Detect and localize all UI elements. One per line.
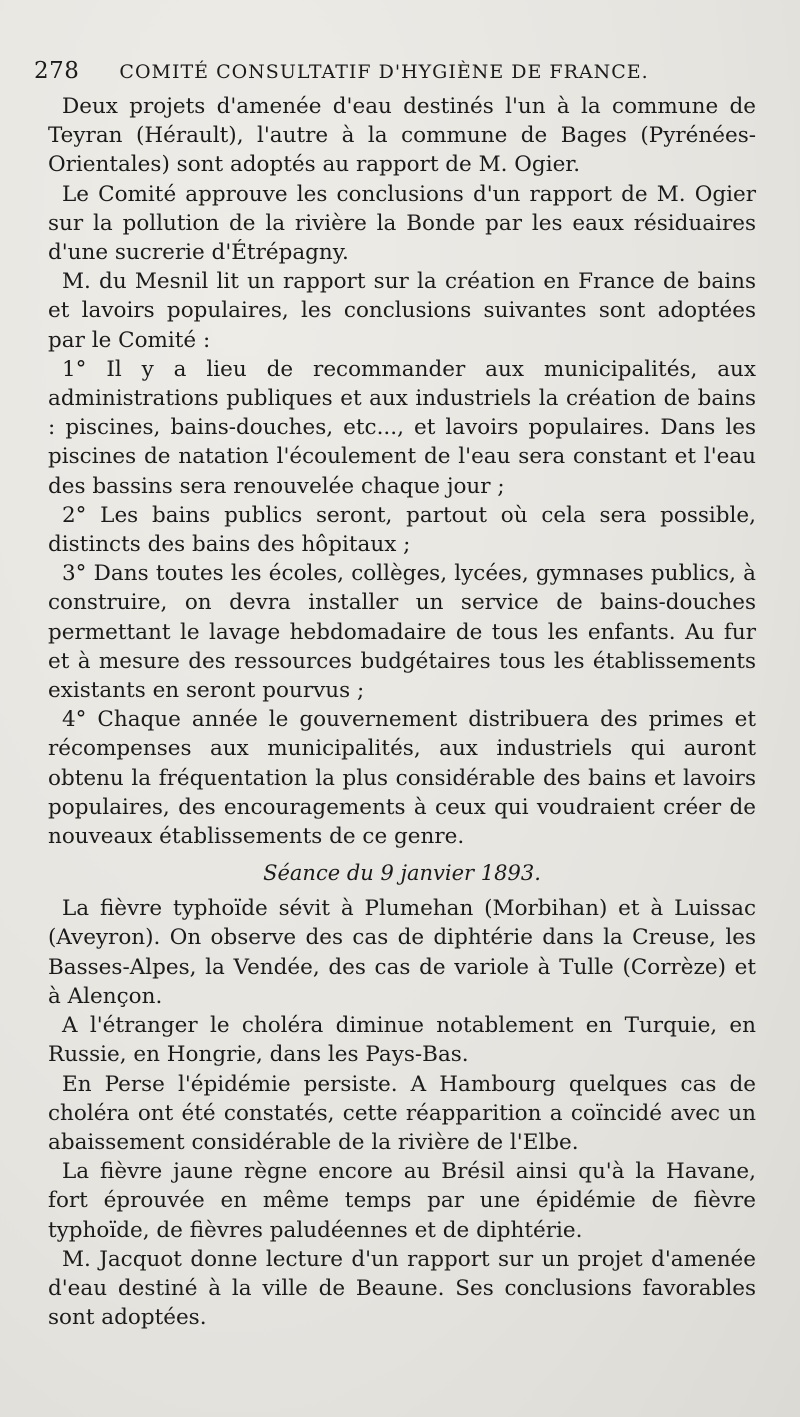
paragraph-typhoid: La fièvre typhoïde sévit à Plumehan (Morbihan) et à Luissac (Aveyron). On observe des cas de diphtérie dans la Creuse, les Basses-Alpes, la Vendée, des cas de variole à Tulle (Corrèze) et à Alençon. — [48, 896, 756, 1009]
conclusion-item-4: 4° Chaque année le gouvernement distribuera des primes et récompenses aux municipalités, aux industriels qui auront obtenu la fréquentation la plus considérable des bains et lavoirs populaires, des encouragements à ceux qui voudraient créer de nouveaux établissements de ce genre. — [48, 707, 756, 850]
paragraph-persia-hamburg: En Perse l'épidémie persiste. A Hambourg quelques cas de choléra ont été constatés, cette réapparition a coïncidé avec un abaissement considérable de la rivière de l'Elbe. — [48, 1071, 756, 1155]
running-head — [34, 58, 756, 84]
running-title: COMITÉ CONSULTATIF D'HYGIÈNE DE FRANCE. — [119, 61, 649, 83]
conclusion-item-1: 1° Il y a lieu de recommander aux municipalités, aux administrations publiques et aux industriels la création de bains : piscines, bains-douches, etc..., et lavoirs populaires. Dans les piscines de natation l'écoulement de l'eau sera constant et l'eau des bassins sera renouvelée chaque jour ; — [48, 356, 756, 499]
paragraph-baths-report: M. du Mesnil lit un rapport sur la création en France de bains et lavoirs populaires, les conclusions suivantes sont adoptées par le Comité : — [48, 269, 756, 353]
paragraph-yellow-fever: La fièvre jaune règne encore au Brésil ainsi qu'à la Havane, fort éprouvée en même temps par une épidémie de fièvre typhoïde, de fièvres paludéennes et de diphtérie. — [48, 1159, 756, 1243]
conclusion-item-2: 2° Les bains publics seront, partout où cela sera possible, distincts des bains des hôpitaux ; — [48, 502, 756, 558]
paragraph-water-projects: Deux projets d'amenée d'eau destinés l'un à la commune de Teyran (Hérault), l'autre à la commune de Bages (Pyrénées-Orientales) sont adoptés au rapport de M. Ogier. — [48, 94, 756, 178]
paragraph-cholera-abroad: A l'étranger le choléra diminue notablement en Turquie, en Russie, en Hongrie, dans les Pays-Bas. — [48, 1013, 756, 1068]
paragraph-bonde-pollution: Le Comité approuve les conclusions d'un rapport de M. Ogier sur la pollution de la rivière la Bonde par les eaux résiduaires d'une sucrerie d'Étrépagny. — [48, 181, 756, 266]
body-text — [48, 92, 756, 1332]
page-number: 278 — [34, 58, 80, 84]
conclusion-item-3: 3° Dans toutes les écoles, collèges, lycées, gymnases publics, à construire, on devra installer un service de bains-douches permettant le lavage hebdomadaire de tous les enfants. Au fur et à mesure des ressources budgétaires tous les établissements existants en seront pourvus ; — [48, 561, 756, 704]
session-heading: Séance du 9 janvier 1893. — [263, 861, 541, 886]
paragraph-beaune-water: M. Jacquot donne lecture d'un rapport sur un projet d'amenée d'eau destiné à la ville de Beaune. Ses conclusions favorables sont adoptées. — [48, 1246, 756, 1331]
